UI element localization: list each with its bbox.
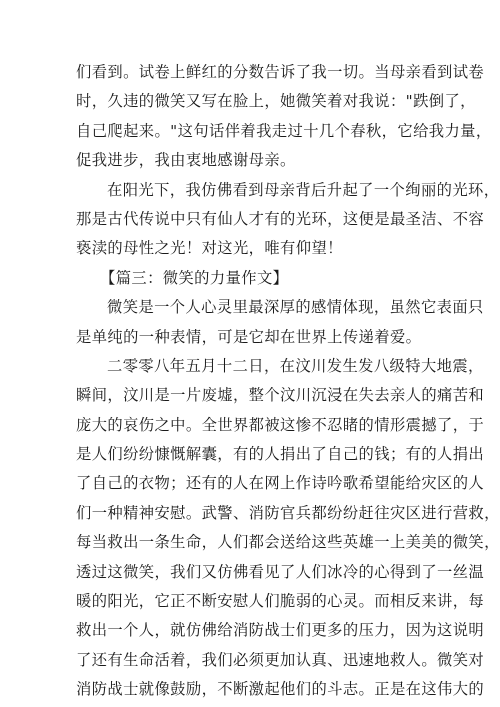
text-line: 消防战士就像鼓励，不断激起他们的斗志。正是在这伟大的 — [76, 680, 485, 699]
paragraph — [76, 176, 500, 264]
text-line: 自己爬起来。"这句话伴着我走过十几个春秋，它给我力量， — [76, 121, 492, 140]
text-line: 亵渎的母性之光！对这光，唯有仰望！ — [76, 239, 343, 258]
text-line: 暖的阳光，它正不断安慰人们脆弱的心灵。而相反来讲，每 — [76, 592, 485, 611]
text-line: 了自己的衣物；还有的人在网上作诗吟歌希望能给灾区的人 — [76, 474, 485, 493]
text-line: 是人们纷纷慷慨解囊，有的人捐出了自己的钱；有的人捐出 — [76, 445, 485, 464]
text-line: 二零零八年五月十二日，在汶川发生发八级特大地震， — [107, 356, 484, 375]
text-line: 们看到。试卷上鲜红的分数告诉了我一切。当母亲看到试卷 — [76, 63, 485, 81]
text-line: 了还有生命活着，我们必须更加认真、迅速地救人。微笑对 — [76, 650, 485, 669]
text-line: 在阳光下，我仿佛看到母亲背后升起了一个绚丽的光环， — [107, 180, 500, 199]
paragraph — [76, 352, 500, 705]
section-heading — [76, 264, 428, 293]
text-line: 时，久违的微笑又写在脸上，她微笑着对我说："跌倒了， — [76, 92, 476, 111]
text-line: 是单纯的一种表情，可是它却在世界上传递着爱。 — [76, 327, 422, 346]
text-line: 庞大的哀伤之中。全世界都被这惨不忍睹的情形震撼了，于 — [76, 415, 485, 434]
text-line: 们一种精神安慰。武警、消防官兵都纷纷赶往灾区进行营救， — [76, 503, 500, 522]
section-heading-text: 【篇三：微笑的力量作文】 — [100, 268, 289, 287]
text-line: 促我进步，我由衷地感谢母亲。 — [76, 151, 296, 170]
paragraph — [76, 58, 492, 176]
text-line: 每当救出一条生命，人们都会送给这些英雄一上美美的微笑， — [76, 533, 500, 552]
document-page — [76, 58, 500, 705]
text-line: 微笑是一个人心灵里最深厚的感情体现，虽然它表面只 — [107, 298, 484, 317]
paragraph — [76, 293, 484, 352]
text-line: 那是古代传说中只有仙人才有的光环，这便是最圣洁、不容 — [76, 209, 485, 228]
text-line: 救出一个人，就仿佛给消防战士们更多的压力，因为这说明 — [76, 621, 485, 640]
text-line: 瞬间，汶川是一片废墟，整个汶川沉浸在失去亲人的痛苦和 — [76, 386, 485, 405]
text-line: 透过这微笑，我们又仿佛看见了人们冰冷的心得到了一丝温 — [76, 562, 485, 581]
